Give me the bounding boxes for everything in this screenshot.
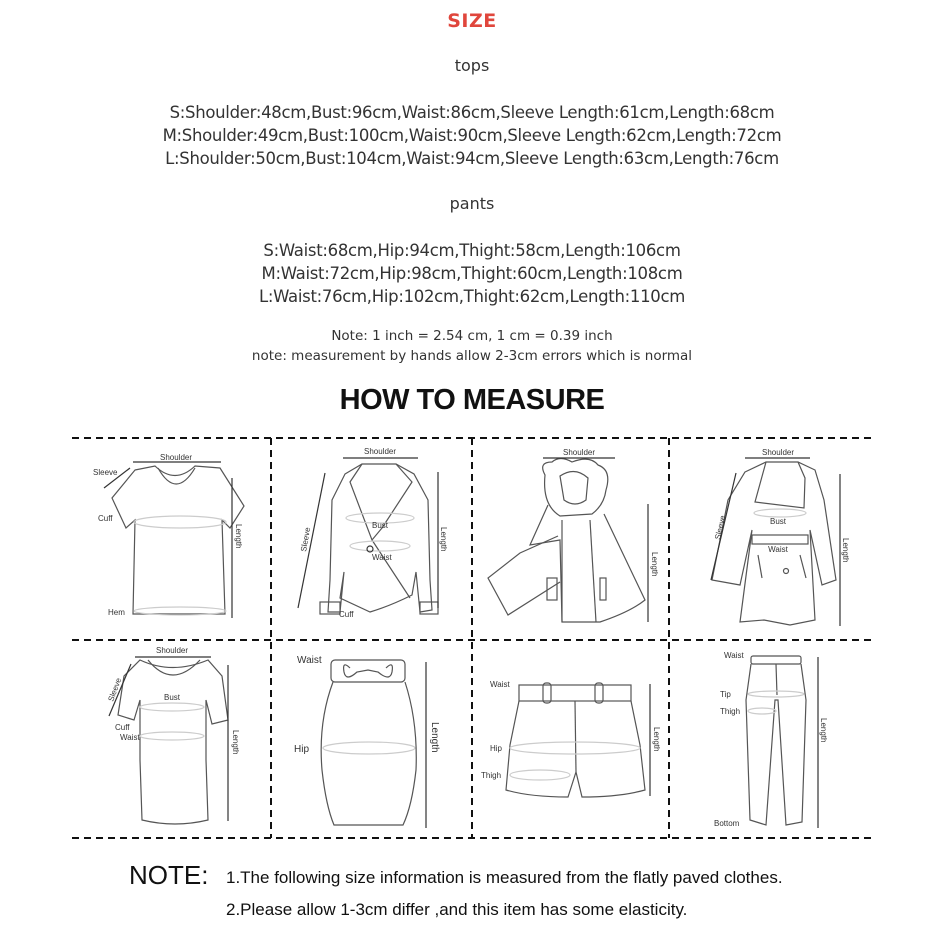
trousers-diagram [746, 656, 818, 828]
belted-coat-waist-label: Waist [768, 545, 788, 554]
tops-row-s: S:Shoulder:48cm,Bust:96cm,Waist:86cm,Sleeve Length:61cm,Length:68cm [169, 103, 775, 122]
how-to-measure-title: HOW TO MEASURE [339, 384, 605, 416]
trousers-thigh-label: Thigh [720, 707, 741, 716]
tshirt-sleeve-label: Sleeve [93, 468, 118, 477]
shorts-fly [575, 701, 576, 772]
dress-cuff-label: Cuff [115, 723, 130, 732]
belted-coat-belt [752, 535, 808, 544]
skirt-waist-label: Waist [297, 655, 322, 666]
pants-label: pants [449, 194, 495, 213]
shorts-thigh-label: Thigh [481, 771, 502, 780]
size-title: SIZE [447, 10, 497, 32]
blazer-cuff-label: Cuff [339, 610, 354, 619]
skirt-diagram [321, 660, 426, 828]
skirt-length-label: Length [429, 722, 440, 753]
belted-coat-bust-label: Bust [769, 517, 787, 526]
tshirt-bust-ring [134, 516, 226, 528]
tshirt-hem-label: Hem [108, 608, 125, 617]
footer-note-label: NOTE: [129, 860, 209, 890]
blazer-waist-label: Waist [372, 553, 392, 562]
cape-coat-face-opening [560, 471, 588, 504]
cape-coat-right-pocket [600, 578, 606, 600]
belted-coat-button [784, 569, 789, 574]
grid-lines [72, 438, 872, 838]
blazer-waist-ring [350, 541, 410, 551]
tshirt-diagram [104, 462, 244, 618]
trousers-body [746, 664, 806, 825]
tshirt-cuff-label: Cuff [98, 514, 113, 523]
dress-sleeve-label: Sleeve [106, 676, 124, 703]
tshirt-outline [112, 466, 244, 614]
belted-coat-length-label: Length [841, 538, 850, 563]
trousers-waistband [751, 656, 801, 664]
dress-bust-label: Bust [163, 693, 181, 702]
belted-coat-collar [755, 462, 805, 508]
cape-coat-fur-hood [543, 459, 608, 517]
cape-coat-body [530, 505, 645, 622]
belted-coat-right-pocket [800, 555, 806, 578]
belted-coat-shoulder-label: Shoulder [761, 448, 795, 457]
belted-coat-sleeve-label: Sleeve [713, 514, 728, 541]
trousers-bottom-label: Bottom [714, 819, 740, 828]
cape-coat-length-label: Length [650, 552, 659, 577]
shorts-hip-label: Hip [490, 744, 503, 753]
dress-waist-label: Waist [120, 733, 140, 742]
trousers-tip-ring [748, 691, 804, 697]
shorts-belt-loop-left [543, 683, 551, 703]
conversion-note: Note: 1 inch = 2.54 cm, 1 cm = 0.39 inch [331, 328, 613, 344]
dress-length-label: Length [231, 730, 240, 755]
belted-coat-bust-ring [754, 509, 806, 517]
blazer-outline [328, 464, 432, 612]
blazer-sleeve-label: Sleeve [299, 526, 313, 553]
blazer-length-label: Length [439, 527, 448, 552]
cape-coat-open-flap [488, 536, 560, 615]
skirt-hip-label: Hip [294, 744, 310, 755]
shorts-length-label: Length [652, 727, 661, 752]
measurement-note: note: measurement by hands allow 2-3cm errors which is normal [251, 348, 693, 364]
trousers-tip-label: Tip [720, 690, 731, 699]
blazer-shoulder-label: Shoulder [363, 447, 397, 456]
blazer-diagram [298, 458, 438, 614]
cape-coat-shoulder-label: Shoulder [562, 448, 596, 457]
shorts-thigh-ring [510, 770, 570, 780]
shorts-diagram [506, 683, 650, 797]
shorts-belt-loop-right [595, 683, 603, 703]
tops-row-m: M:Shoulder:49cm,Bust:100cm,Waist:90cm,Sleeve Length:62cm,Length:72cm [162, 126, 782, 145]
dress-shoulder-label: Shoulder [155, 646, 189, 655]
trousers-waist-label: Waist [724, 651, 744, 660]
dress-bust-ring [140, 703, 204, 711]
skirt-bow [344, 665, 393, 677]
cape-coat-diagram [488, 458, 648, 622]
tops-label: tops [454, 56, 490, 75]
pants-row-s: S:Waist:68cm,Hip:94cm,Thight:58cm,Length:106cm [263, 241, 681, 260]
skirt-hip-ring [323, 742, 415, 754]
trousers-thigh-ring [748, 708, 776, 714]
shorts-waist-label: Waist [490, 680, 510, 689]
pants-row-l: L:Waist:76cm,Hip:102cm,Thight:62cm,Length:110cm [258, 287, 686, 306]
footer-note-1: 1.The following size information is measured from the flatly paved clothes. [226, 868, 783, 887]
pants-row-m: M:Waist:72cm,Hip:98cm,Thight:60cm,Length:108cm [261, 264, 683, 283]
dress-waist-ring [140, 732, 204, 740]
belted-coat-left-pocket [758, 555, 762, 578]
tshirt-shoulder-label: Shoulder [159, 453, 193, 462]
trousers-length-label: Length [819, 718, 828, 743]
blazer-bust-label: Bust [371, 521, 389, 530]
shorts-waistband [519, 685, 631, 701]
dress-outline [118, 660, 228, 824]
tshirt-length-label: Length [234, 524, 243, 549]
blazer-right-cuff [420, 602, 438, 614]
belted-coat-diagram [711, 458, 840, 626]
trousers-fly [776, 664, 777, 695]
tops-row-l: L:Shoulder:50cm,Bust:104cm,Waist:94cm,Sleeve Length:63cm,Length:76cm [165, 149, 779, 168]
shorts-hip-ring [510, 742, 640, 754]
footer-note-2: 2.Please allow 1-3cm differ ,and this item has some elasticity. [226, 900, 688, 919]
cape-coat-zipper [590, 520, 596, 622]
skirt-waistband [331, 660, 405, 682]
